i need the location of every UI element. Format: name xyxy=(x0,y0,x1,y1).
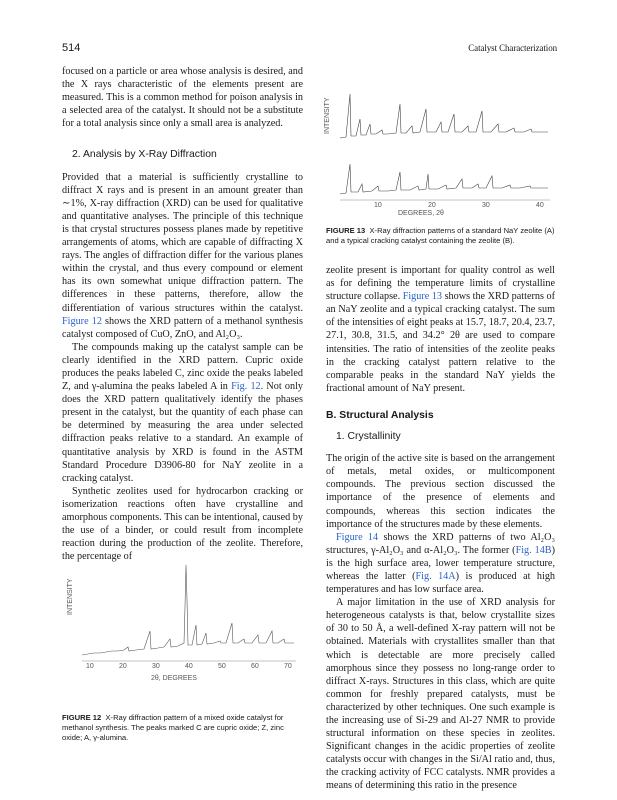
x-label: DEGREES, 2θ xyxy=(398,210,444,217)
tick-label: 20 xyxy=(119,663,127,670)
x-axis-ticks xyxy=(374,202,544,209)
paragraph: Synthetic zeolites used for hydrocarbon cracking or isomerization reactions often have crystalline and amorphous components. This can be intentional, caused by the use of a binder, or could result from incomplete reaction during the production of the zeolite. Therefore, the percentage of xyxy=(62,485,303,563)
tick-label: 30 xyxy=(152,663,160,670)
tick-label: 70 xyxy=(284,663,292,670)
tick-label: 10 xyxy=(374,202,382,209)
paragraph: The origin of the active site is based on the arrangement of metals, metal oxides, or multicomponent compounds. The previous section discussed the importance of the presence of elements and compounds, whereas this section indicates the importance of the structures made by these elements. xyxy=(326,453,555,530)
section-heading: B. Structural Analysis xyxy=(326,409,434,421)
figure-link[interactable]: Figure 14 xyxy=(336,531,379,543)
figure-12-caption: FIGURE 12 X-Ray diffraction pattern of a mixed oxide catalyst for methanol synthesis. The peaks marked C are cupric oxide; Z, zinc oxide; A, γ-alumina. xyxy=(62,713,284,742)
figure-13-chart xyxy=(326,64,556,216)
subsection-heading: 1. Crystallinity xyxy=(336,431,401,443)
tick-label: 20 xyxy=(428,202,436,209)
y-axis-label xyxy=(324,97,331,134)
y-label: INTENSITY xyxy=(324,97,331,134)
right-column xyxy=(326,264,555,793)
figure-link[interactable]: Fig. 14A xyxy=(415,570,456,582)
pattern-a-line xyxy=(340,94,548,138)
figure-link[interactable]: Fig. 12 xyxy=(231,381,261,393)
tick-label: 30 xyxy=(482,202,490,209)
xrd-pattern-line xyxy=(82,565,294,655)
pattern-b-line xyxy=(340,164,548,194)
paragraph: zeolite present is important for quality control as well as for defining the temperature limits of crystalline structure collapse. Figure 13 shows the XRD patterns of an NaY zeolite and a typical cracking catalyst. The sum of the intensities of eight peaks at 15.7, 18.7, 20.4, 23.7, 27.1, 30.8, 31.5, and 34.2° 2θ are used to compare intensities. The ratio of intensities of the zeolite peaks in the cracking catalyst pattern relative to the comparable peaks in the standard NaY yields the fractional amount of NaY present. xyxy=(326,265,555,394)
y-label: INTENSITY xyxy=(67,578,74,615)
figure-link[interactable]: Fig. 14B xyxy=(515,544,552,556)
tick-label: 10 xyxy=(86,663,94,670)
paragraph: Figure 14 shows the XRD patterns of two Al₂O₃ structures, γ-Al₂O₃ and α-Al₂O₃. The former (Fig. 14B) is the high surface area, lower temperature structure, whereas the latter (Fig. 14A) is produced at high temperatures and has low surface area. xyxy=(326,531,556,596)
tick-label: 60 xyxy=(251,663,259,670)
x-label: 2θ, DEGREES xyxy=(151,675,197,682)
figure-12-chart xyxy=(66,535,302,685)
figure-link[interactable]: Figure 13 xyxy=(402,291,443,303)
paragraph: Provided that a material is sufficiently crystalline to diffract X rays and is present in an amount greater than ∼1%, X-ray diffraction (XRD) can be used for qualitative and quantitative analyses. The principle of this technique is that crystal structures possess planes made by repetitive arrangements of atoms, which are capable of diffracting X rays. The angles of diffraction differ for the various planes within the crystal, and thus every compound or element has its own somewhat unique diffraction pattern. The differences in these patterns, therefore, allow the differentiation of various structures within the catalyst. Figure 12 shows the XRD pattern of a methanol synthesis catalyst composed of CuO, ZnO, and Al₂O₃. xyxy=(62,171,303,340)
paragraph: The compounds making up the catalyst sample can be clearly identified in the XRD pattern. Cupric oxide produces the peaks labeled C, zinc oxide the peaks labeled Z, and γ-alumina the peaks labeled A in Fig. 12. Not only does the XRD pattern qualitatively identify the phases present in the catalyst, but the quantity of each phase can be determined by measuring the area under selected diffraction peaks relative to a standard. An example of quantitative analysis by XRD is found in the ASTM Standard Procedure D3906-80 for NaY zeolite in a cracking catalyst. xyxy=(62,341,304,484)
running-head: Catalyst Characterization xyxy=(468,43,557,53)
tick-label: 40 xyxy=(185,663,193,670)
figure-link[interactable]: Figure 12 xyxy=(62,315,102,327)
section-heading: 2. Analysis by X-Ray Diffraction xyxy=(72,149,217,161)
paragraph: A major limitation in the use of XRD analysis for heterogeneous catalysts is that, below crystallite sizes of 30 to 50 Å, a well-defined X-ray pattern will not be obtained. Materials with crystallites smaller than that which is detectable are more precisely called amorphous since they possess no long-range order to diffract X-rays. Structures in this class, which are quite common for freshly prepared catalysts, must be characterized by other techniques. One such example is the increasing use of Si-29 and Al-27 NMR to provide structural information on these species in zeolites. Significant changes in the acidic properties of zeolite catalysts occur with changes in the Si/Al ratio and, thus, the cracking activity of FCC catalysts. NMR provides a means of determining this ratio in the presence xyxy=(326,597,555,792)
left-column xyxy=(62,65,303,563)
page-number: 514 xyxy=(62,42,81,54)
figure-13-caption: FIGURE 13 X-Ray diffraction patterns of a standard NaY zeolite (A) and a typical cracking catalyst containing the zeolite (B). xyxy=(326,226,555,245)
tick-label: 40 xyxy=(536,202,544,209)
x-axis-ticks xyxy=(86,663,292,670)
paragraph: focused on a particle or area whose analysis is desired, and the X rays characteristic of the elements present are measured. This is a common method for poison analysis in a selected area of the catalyst. It should not be a substitute for a total analysis since only a small area is analyzed. xyxy=(62,66,303,130)
tick-label: 50 xyxy=(218,663,226,670)
